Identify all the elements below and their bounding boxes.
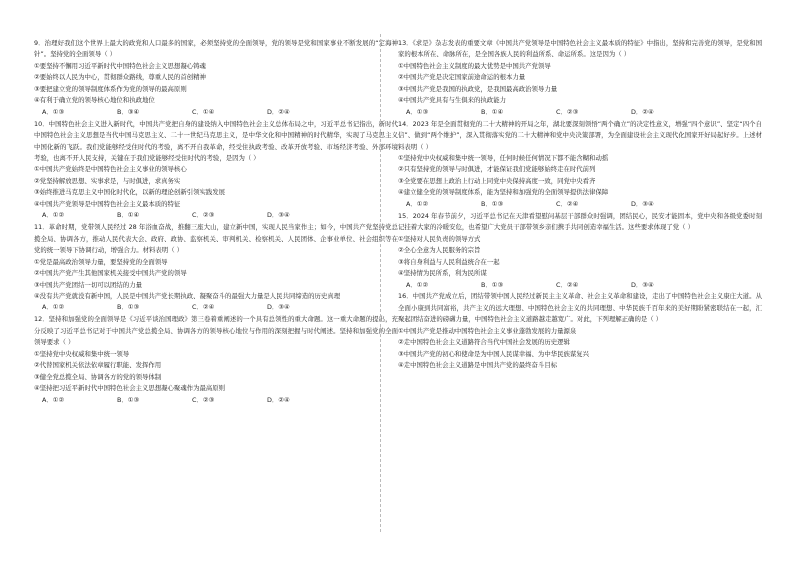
question-stem: 10．中国特色社会主义进入新时代，中国共产党把自身的建设纳入中国特色社会主义总体布局之中，习近平总书记指出，新时代中国特色社会主义思想是当代中国马克思主义、二十一世纪马克思主义，是中华文化和中国精神的时代精华，实现了马克思主义中国化新的飞跃。我们党能够经受住时代的考验，离不开自我革命，经受住执政考验、改革开放考验、市场经济考验、外部环境考验，也离不开人民支持，关键在于我们党能够经受住时代的考验，是因为（ ） — [34, 119, 398, 163]
right-column — [398, 38, 762, 372]
choice-a: A．①② — [42, 211, 65, 220]
option-3: ③要把建立党的领导制度体系作为党的领导的最高原则 — [34, 84, 187, 93]
choice-b: B．①④ — [481, 107, 504, 116]
choice-b: B．①③ — [117, 395, 140, 404]
option-3: ③将自身利益与人民利益统合在一起 — [398, 257, 500, 266]
question-stem: 16．中国共产党成立后，团结带领中国人民经过新民主主义革命、社会主义革命和建设，走出了中国特色社会主义康庄大道。从全面小康到共同富裕，共产主义的远大理想、中国特色社会主义的共同理想、中华民族千百年来的美好期盼紧密联结在一起，汇聚起团结奋进的磅礴力量，中国特色社会主义道路越走越宽广。对此，下列理解正确的是（ ） — [398, 292, 762, 324]
choice-c: C．②③ — [192, 211, 215, 220]
question-stem: 14．2023 年是全面贯彻党的二十大精神的开局之年，湖北要深刻领悟“两个确立”的决定性意义，增强“四个意识”、坚定“四个自信”、做到“两个维护”，深入贯彻落实党的二十大精神和党中央决策部署，为全面建设社会主义现代化国家开好局起好步。上述材料表明（ ） — [398, 119, 762, 151]
choice-d: D．③④ — [267, 303, 290, 312]
question-stem: 13．《求是》杂志发表的重要文章《中国共产党领导是中国特色社会主义最本质的特征》中指出，坚持和完善党的领导，是党和国家的根本所在、命脉所在，是全国各族人民的利益所系、命运所系。这是因为（ ） — [398, 39, 762, 59]
option-3: ③中国共产党团结一切可以团结的力量 — [34, 280, 142, 289]
answer-choices — [34, 302, 398, 313]
choice-d: D．②④ — [631, 107, 654, 116]
choice-b: B．①③ — [481, 280, 504, 289]
choice-c: C．②③ — [556, 107, 579, 116]
choice-b: B．①③ — [117, 303, 140, 312]
option-1: ①中国共产党是推动中国特色社会主义事业蓬勃发展的力量源泉 — [398, 326, 577, 335]
option-1: ①坚持党中央权威和集中统一领导，任何时候任何情况下都不能含糊和动摇 — [398, 154, 609, 163]
choice-c: C．②④ — [192, 303, 215, 312]
option-4: ④没有共产党就没有新中国，人民是中国共产党长期执政、凝聚奋斗的最强大力量是人民共同缔造的历史真理 — [34, 291, 341, 300]
choice-a: A．①② — [406, 199, 429, 208]
choice-d: D．②④ — [267, 395, 290, 404]
option-2: ②走中国特色社会主义道路符合当代中国社会发展的历史逻辑 — [398, 338, 570, 347]
answer-choices — [398, 280, 762, 291]
option-2: ②只有坚持党的领导与时俱进，才能保证我们党能够始终走在时代前列 — [398, 165, 596, 174]
question-14 — [398, 119, 762, 211]
choice-a: A．①② — [42, 395, 65, 404]
question-13 — [398, 38, 762, 118]
option-2: ②要始终以人民为中心，贯彻群众路线，尊重人民的首创精神 — [34, 73, 206, 82]
option-2: ②代替国家机关依法依章履行职能、发挥作用 — [34, 361, 162, 370]
option-4: ④中国共产党领导是中国特色社会主义最本质的特征 — [34, 199, 181, 208]
choice-c: C．②④ — [556, 280, 579, 289]
answer-choices — [34, 395, 398, 406]
question-stem: 9．治理好我们这个世界上最大的政党和人口最多的国家，必须坚持党的全面领导，党的领导是党和国家事业不断发展的“定海神针”。坚持党的全面领导（ ） — [34, 39, 398, 59]
option-2: ②中国共产党是决定国家前途命运的根本力量 — [398, 73, 526, 82]
choice-c: C．②③ — [192, 395, 215, 404]
choice-d: D．③④ — [631, 280, 654, 289]
option-4: ④坚持把习近平新时代中国特色社会主义思想凝心聚魂作为最高原则 — [34, 384, 226, 393]
answer-choices — [34, 107, 398, 118]
answer-choices — [34, 210, 398, 221]
question-stem: 11．革命时期，党带领人民经过 28 年浴血奋战，推翻三座大山，建立新中国，实现人民当家作主；如今，中国共产党坚持党总揽全局、协调各方，推动人民代表大会、政府、政协、监察机关、审判机关、检察机关、人民团体、企事业单位、社会组织等在党的统一领导下协调行动，增强合力。材料表明（ ） — [34, 223, 398, 255]
option-3: ③健全党总揽全局、协调各方的党的领导体制 — [34, 372, 162, 381]
option-3: ③始终推进马克思主义中国化时代化，以新的理论创新引领实践发展 — [34, 188, 226, 197]
choice-a: A．①③ — [42, 107, 65, 116]
choice-b: B．③④ — [117, 107, 140, 116]
choice-d: D．③④ — [631, 199, 654, 208]
choice-a: A．①② — [406, 280, 429, 289]
question-stem: 12．坚持和加强党的全面领导是《习近平谈治国理政》第三卷着重阐述的一个具有总领性的重大命题。这一重大命题的提出，充分反映了习近平总书记对于中国共产党总揽全局、协调各方的领导核心地位与作用的深刻把握与时代阐述。坚持和加强党的全面领导要求（ ） — [34, 315, 398, 347]
option-4: ④中国共产党具有与生俱来的执政能力 — [398, 96, 506, 105]
question-10 — [34, 119, 398, 222]
option-1: ①坚持党中央权威和集中统一领导 — [34, 349, 130, 358]
choice-d: D．②④ — [267, 107, 290, 116]
question-16 — [398, 291, 762, 371]
option-4: ④有利于确立党的领导核心地位和执政地位 — [34, 96, 155, 105]
question-15 — [398, 211, 762, 291]
choice-c: C．②④ — [556, 199, 579, 208]
choice-a: A．①② — [42, 303, 65, 312]
question-stem: 15．2024 年春节前夕，习近平总书记在天津看望慰问基层干部群众时强调，团结民心，民安才能固本，党中央和各级党委时刻记挂着大家的冷暖安危，也希望广大党员干部带领乡亲们携手共同创造幸福生活。这些要求体现了党（ ） — [398, 211, 762, 232]
question-9 — [34, 38, 398, 118]
question-11 — [34, 222, 398, 314]
option-3: ③中国共产党是我国的执政党，是我国最高政治领导力量 — [398, 84, 558, 93]
answer-choices — [398, 107, 762, 118]
option-1: ①党是最高政治领导力量，要坚持党的全面领导 — [34, 257, 168, 266]
option-4: ④走中国特色社会主义道路是中国共产党的最终奋斗目标 — [398, 361, 558, 370]
option-2: ②全心全意为人民服务的宗旨 — [398, 246, 481, 255]
option-3: ③中国共产党的初心和使命是为中国人民谋幸福、为中华民族谋复兴 — [398, 349, 590, 358]
option-2: ②党坚持解放思想、实事求是，与时俱进，求真务实 — [34, 176, 181, 185]
choice-b: B．①③ — [481, 199, 504, 208]
option-1: ①中国特色社会主义制度的最大优势是中国共产党领导 — [398, 61, 551, 70]
answer-choices — [398, 199, 762, 210]
option-2: ②中国共产党产生其他国家机关接受中国共产党的领导 — [34, 269, 187, 278]
left-column — [34, 38, 398, 406]
choice-a: A．①③ — [406, 107, 429, 116]
option-1: ①要坚持不懈用习近平新时代中国特色社会主义思想凝心铸魂 — [34, 61, 206, 70]
choice-c: C．①④ — [192, 107, 215, 116]
question-12 — [34, 314, 398, 406]
choice-b: B．①④ — [117, 211, 140, 220]
option-4: ④坚持情为民所系，利为民所谋 — [398, 269, 487, 278]
option-3: ③全党要在思想上政治上行动上同党中央保持高度一致，同党中央看齐 — [398, 176, 596, 185]
option-1: ①坚持对人民负责的领导方式 — [398, 234, 481, 243]
option-4: ④建立健全党的领导制度体系，能为坚持和加强党的全面领导提供法律保障 — [398, 188, 609, 197]
column-divider — [380, 34, 381, 532]
choice-d: D．③④ — [267, 211, 290, 220]
option-1: ①中国共产党始终是中国特色社会主义事业的领导核心 — [34, 165, 187, 174]
